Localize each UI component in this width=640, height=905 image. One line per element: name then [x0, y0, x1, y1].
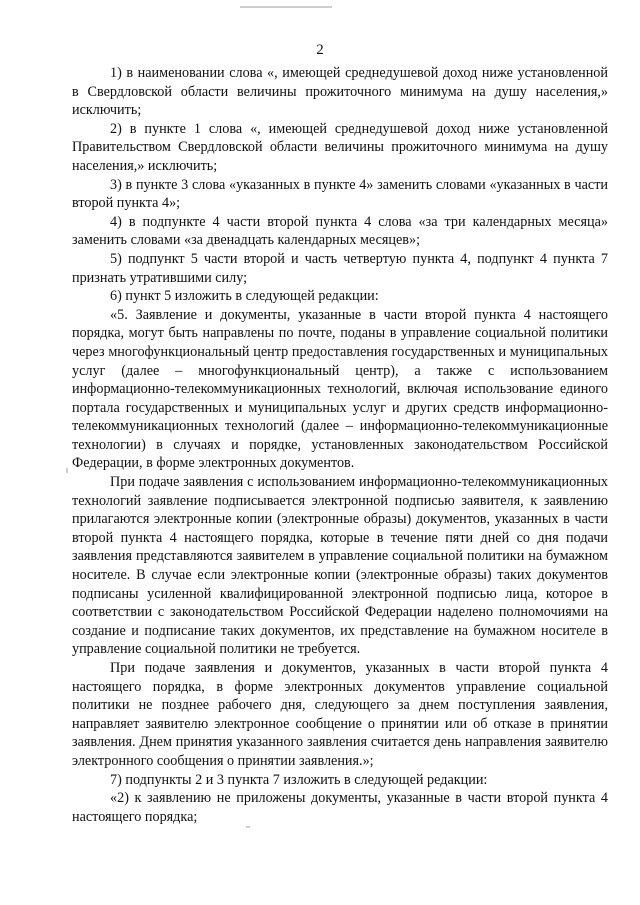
paragraph-6: 6) пункт 5 изложить в следующей редакции: — [110, 288, 379, 305]
paragraph-2: 2) в пункте 1 слова «, имеющей среднедушевой доход ниже установленной Правительством Свердловской области величины прожиточного минимума на душу населения,» исключить; — [72, 120, 608, 174]
paragraph-10: 7) подпункты 2 и 3 пункта 7 изложить в следующей редакции: — [110, 771, 488, 788]
paragraph-4: 4) в подпункте 4 части второй пункта 4 слова «за три календарных месяца» заменить словами «за двенадцать календарных месяцев»; — [72, 213, 608, 249]
scan-artifact-top — [240, 6, 332, 8]
paragraph-9: При подаче заявления и документов, указанных в части второй пункта 4 настоящего порядка, в форме электронных документов управление социальной политики не позднее рабочего дня, следующего за днем поступления заявления, направляет заявителю электронное сообщение о принятии или об отказе в принятии заявления. Днем принятия указанного заявления считается день направления заявителю электронного сообщения о принятии заявления.»; — [72, 660, 608, 769]
paragraph-7: «5. Заявление и документы, указанные в части второй пункта 4 настоящего порядка, могут быть направлены по почте, поданы в управление социальной политики через многофункциональный центр предоставления государственных и муниципальных услуг (далее – многофункциональный центр), а также с использованием информационно-телекоммуникационных технологий, включая использование единого портала государственных и муниципальных услуг и других средств информационно-телекоммуникационных технологий (далее – информационно-телекоммуникационные технологии) в случаях и порядке, установленных законодательством Российской Федерации, в форме электронных документов. — [72, 306, 608, 472]
paragraph-3: 3) в пункте 3 слова «указанных в пункте 4» заменить словами «указанных в части второй пункта 4»; — [72, 176, 608, 212]
document-body — [72, 64, 608, 826]
scan-artifact-left — [66, 468, 68, 473]
paragraph-1: 1) в наименовании слова «, имеющей среднедушевой доход ниже установленной в Свердловской области величины прожиточного минимума на душу населения,» исключить; — [72, 65, 608, 119]
page-number: 2 — [316, 42, 324, 58]
paragraph-11: «2) к заявлению не приложены документы, указанные в части второй пункта 4 настоящего порядка; — [72, 790, 608, 825]
paragraph-5: 5) подпункт 5 части второй и часть четвертую пункта 4, подпункт 4 пункта 7 признать утратившими силу; — [72, 250, 608, 286]
paragraph-8: При подаче заявления с использованием информационно-телекоммуникационных технологий заявление подписывается электронной подписью заявителя, к заявлению прилагаются электронные копии (электронные образы) документов, указанных в части второй пункта 4 настоящего порядка, которые в течение пяти дней со дня подачи заявления представляются заявителем в управление социальной политики на бумажном носителе. В случае если электронные копии (электронные образы) таких документов подписаны усиленной квалифицированной электронной подписью лица, которое в соответствии с законодательством Российской Федерации наделено полномочиями на создание и подписание таких документов, их представление на бумажном носителе в управление социальной политики не требуется. — [72, 474, 608, 658]
